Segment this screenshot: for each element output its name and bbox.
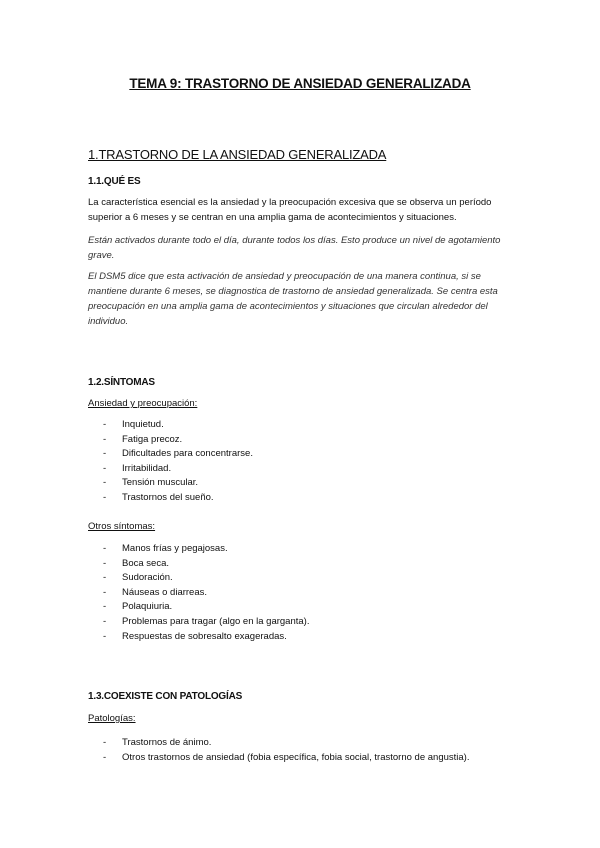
list-item-text: Tensión muscular. — [122, 477, 199, 489]
list-item-text: Irritabilidad. — [122, 462, 172, 474]
list-item — [103, 433, 253, 448]
list-item-text: Fatiga precoz. — [122, 433, 183, 445]
list-item — [103, 736, 469, 751]
bullet-dash: - — [103, 630, 107, 642]
bullet-dash: - — [103, 572, 107, 584]
list-label-otros: Otros síntomas: — [88, 521, 156, 532]
list-item — [103, 462, 253, 477]
bullet-dash: - — [103, 737, 107, 748]
list-label-patologias: Patologías: — [88, 713, 136, 724]
bullet-dash: - — [103, 601, 107, 613]
pathology-list — [103, 736, 469, 765]
list-item-text: Trastornos de ánimo. — [122, 737, 212, 748]
section-heading: 1.TRASTORNO DE LA ANSIEDAD GENERALIZADA — [88, 147, 387, 162]
list-item-text: Respuestas de sobresalto exageradas. — [122, 630, 287, 642]
list-item — [103, 491, 253, 506]
bullet-dash: - — [103, 419, 107, 430]
bullet-dash: - — [103, 491, 107, 503]
paragraph-dsm5: El DSM5 dice que esta activación de ansiedad y preocupación de una manera continua, si se mantiene durante 6 meses, se diagnostica de trastorno de ansiedad generalizada. Se centra esta preocupación en una amplia gama de acontecimientos y situaciones que circulan alrededor del individuo. — [88, 271, 498, 327]
list-item-text: Polaquiuria. — [122, 601, 173, 613]
document-title: TEMA 9: TRASTORNO DE ANSIEDAD GENERALIZADA — [129, 76, 471, 91]
list-item-text: Boca seca. — [122, 557, 169, 569]
list-item — [103, 615, 309, 630]
symptom-list-other — [103, 542, 309, 644]
bullet-dash: - — [103, 557, 107, 569]
bullet-dash: - — [103, 543, 107, 554]
bullet-dash: - — [103, 477, 107, 489]
list-item — [103, 447, 253, 462]
bullet-dash: - — [103, 615, 107, 627]
list-item-text: Otros trastornos de ansiedad (fobia específica, fobia social, trastorno de angustia). — [122, 751, 470, 763]
list-item-text: Dificultades para concentrarse. — [122, 448, 253, 460]
list-item — [103, 476, 253, 491]
list-item-text: Problemas para tragar (algo en la garganta). — [122, 615, 310, 627]
bullet-dash: - — [103, 751, 107, 763]
paragraph-definition: La característica esencial es la ansiedad y la preocupación excesiva que se observa un período superior a 6 meses y se centran en una amplia gama de acontecimientos y situaciones. — [88, 197, 492, 223]
list-item — [103, 751, 469, 766]
list-item — [103, 600, 309, 615]
list-item — [103, 630, 309, 645]
bullet-dash: - — [103, 462, 107, 474]
list-item-text: Náuseas o diarreas. — [122, 586, 208, 598]
subsection-heading-patologias: 1.3.COEXISTE CON PATOLOGÍAS — [88, 691, 243, 702]
list-item-text: Inquietud. — [122, 419, 164, 430]
list-item — [103, 571, 309, 586]
bullet-dash: - — [103, 433, 107, 445]
subsection-heading-sintomas: 1.2.SÍNTOMAS — [88, 377, 155, 388]
bullet-dash: - — [103, 586, 107, 598]
list-item — [103, 586, 309, 601]
list-label-ansiedad: Ansiedad y preocupación: — [88, 398, 198, 409]
list-item — [103, 557, 309, 572]
list-item-text: Manos frías y pegajosas. — [122, 543, 228, 554]
list-item-text: Sudoración. — [122, 572, 173, 584]
list-item-text: Trastornos del sueño. — [122, 491, 214, 503]
bullet-dash: - — [103, 448, 107, 460]
subsection-heading-que-es: 1.1.QUÉ ES — [88, 176, 141, 187]
symptom-list-anxiety — [103, 418, 253, 506]
paragraph-activation: Están activados durante todo el día, durante todos los días. Esto produce un nivel de agotamiento grave. — [88, 235, 501, 261]
list-item — [103, 418, 253, 433]
list-item — [103, 542, 309, 557]
